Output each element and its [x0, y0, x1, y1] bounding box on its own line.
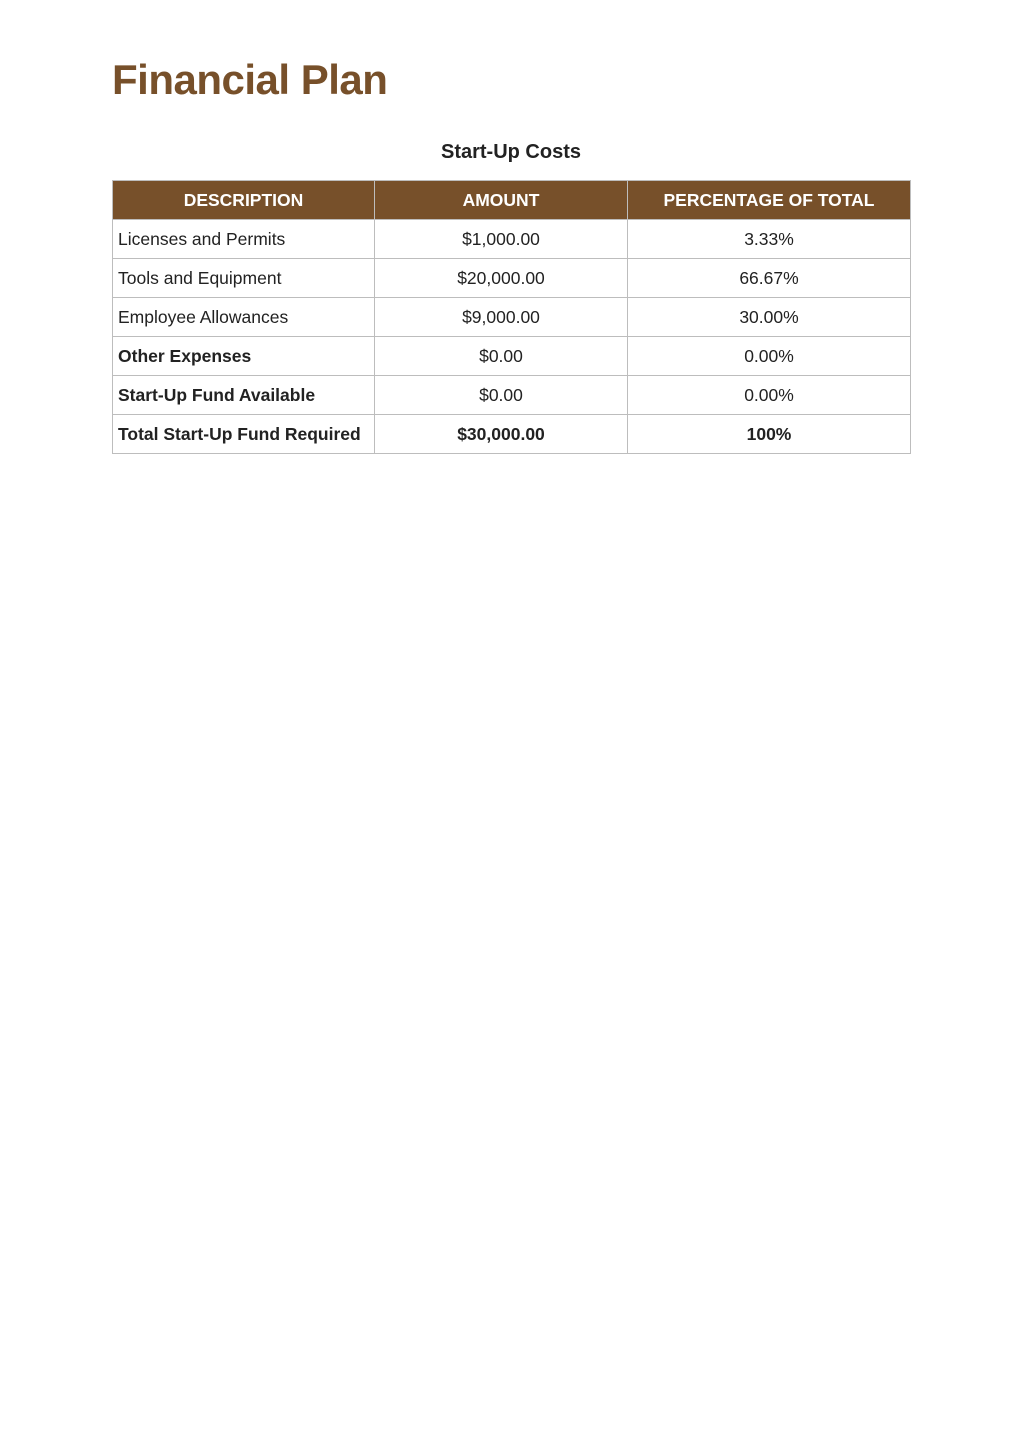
- table-total-row: [113, 415, 911, 454]
- row-amount: $1,000.00: [375, 220, 628, 259]
- row-amount: $20,000.00: [375, 259, 628, 298]
- row-amount: $9,000.00: [375, 298, 628, 337]
- table-row: [113, 337, 911, 376]
- row-percentage: 3.33%: [628, 220, 911, 259]
- row-description: Tools and Equipment: [113, 259, 375, 298]
- column-header-description: DESCRIPTION: [113, 181, 375, 220]
- row-description: Start-Up Fund Available: [113, 376, 375, 415]
- row-amount: $0.00: [375, 337, 628, 376]
- row-amount: $0.00: [375, 376, 628, 415]
- row-amount: $30,000.00: [375, 415, 628, 454]
- page-title: Financial Plan: [112, 56, 388, 103]
- table-row: [113, 376, 911, 415]
- startup-costs-table: [112, 180, 911, 454]
- row-description: Licenses and Permits: [113, 220, 375, 259]
- table-row: [113, 259, 911, 298]
- table-header-row: [113, 181, 911, 220]
- table-row: [113, 220, 911, 259]
- column-header-amount: AMOUNT: [375, 181, 628, 220]
- table-row: [113, 298, 911, 337]
- column-header-percentage: PERCENTAGE OF TOTAL: [628, 181, 911, 220]
- row-percentage: 66.67%: [628, 259, 911, 298]
- row-description: Other Expenses: [113, 337, 375, 376]
- row-percentage: 0.00%: [628, 376, 911, 415]
- table-title: Start-Up Costs: [440, 141, 581, 163]
- row-percentage: 100%: [628, 415, 911, 454]
- row-description: Total Start-Up Fund Required: [113, 415, 375, 454]
- row-percentage: 0.00%: [628, 337, 911, 376]
- row-description: Employee Allowances: [113, 298, 375, 337]
- row-percentage: 30.00%: [628, 298, 911, 337]
